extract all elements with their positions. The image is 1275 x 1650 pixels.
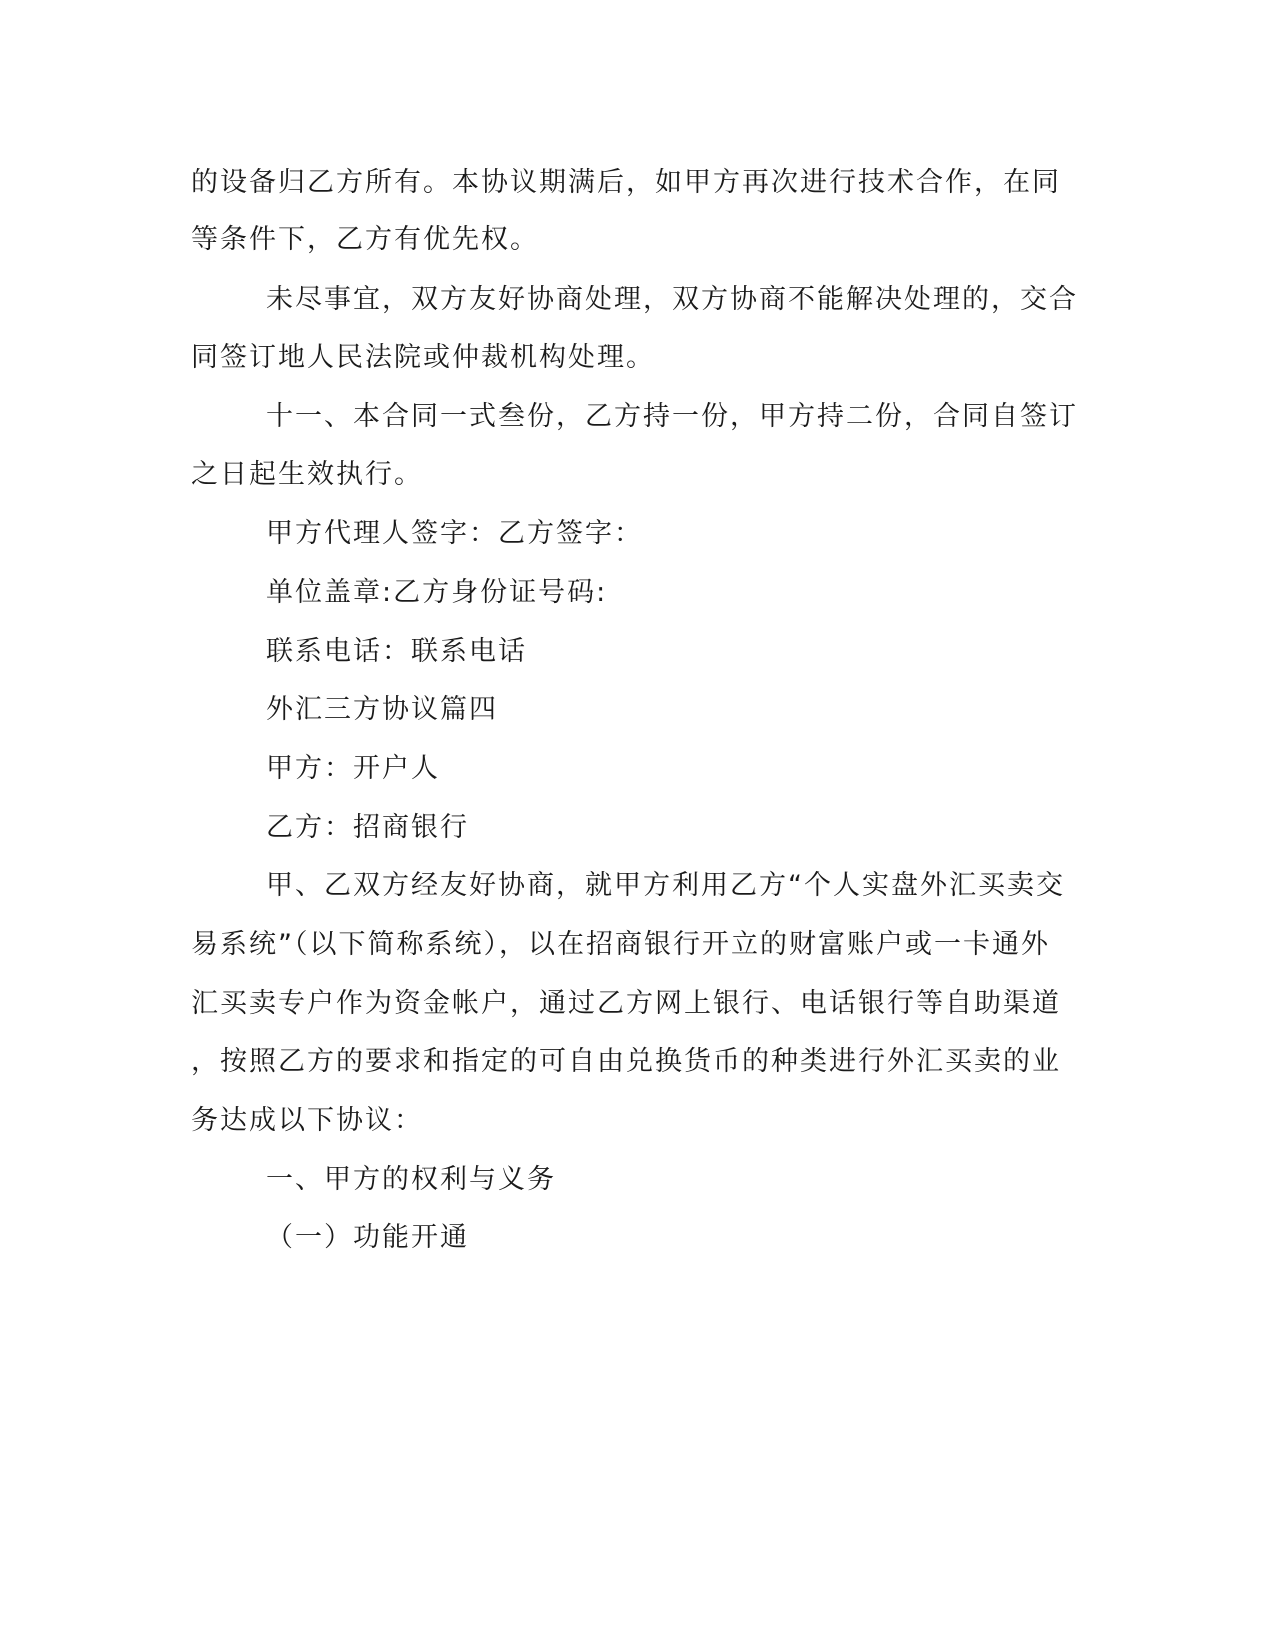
subsection-heading: （一）功能开通 [266,1222,469,1253]
paragraph-line: 甲、乙双方经友好协商，就甲方利用乙方“个人实盘外汇买卖交 [266,870,1065,901]
paragraph-line: 等条件下，乙方有优先权。 [191,224,539,255]
party-b-line: 乙方：招商银行 [266,812,469,843]
paragraph-line: ，按照乙方的要求和指定的可自由兑换货币的种类进行外汇买卖的业 [191,1046,1061,1077]
paragraph-line: 汇买卖专户作为资金帐户，通过乙方网上银行、电话银行等自助渠道 [191,988,1061,1019]
paragraph-line: 未尽事宜，双方友好协商处理，双方协商不能解决处理的，交合 [266,284,1078,315]
party-a-line: 甲方：开户人 [266,753,440,784]
signature-line: 甲方代理人签字：乙方签字： [266,518,643,549]
phone-line: 联系电话：联系电话 [266,636,527,667]
seal-line: 单位盖章:乙方身份证号码: [266,577,608,608]
paragraph-line: 务达成以下协议： [191,1105,423,1136]
paragraph-line: 易系统”（以下简称系统），以在招商银行开立的财富账户或一卡通外 [191,929,1050,960]
subsection-heading: 一、甲方的权利与义务 [266,1164,556,1195]
paragraph-line: 十一、本合同一式叁份，乙方持一份，甲方持二份，合同自签订 [266,401,1078,432]
paragraph-line: 同签订地人民法院或仲裁机构处理。 [191,342,655,373]
paragraph-line: 之日起生效执行。 [191,459,423,490]
paragraph-line: 的设备归乙方所有。本协议期满后，如甲方再次进行技术合作，在同 [191,167,1061,198]
section-heading: 外汇三方协议篇四 [266,694,498,725]
